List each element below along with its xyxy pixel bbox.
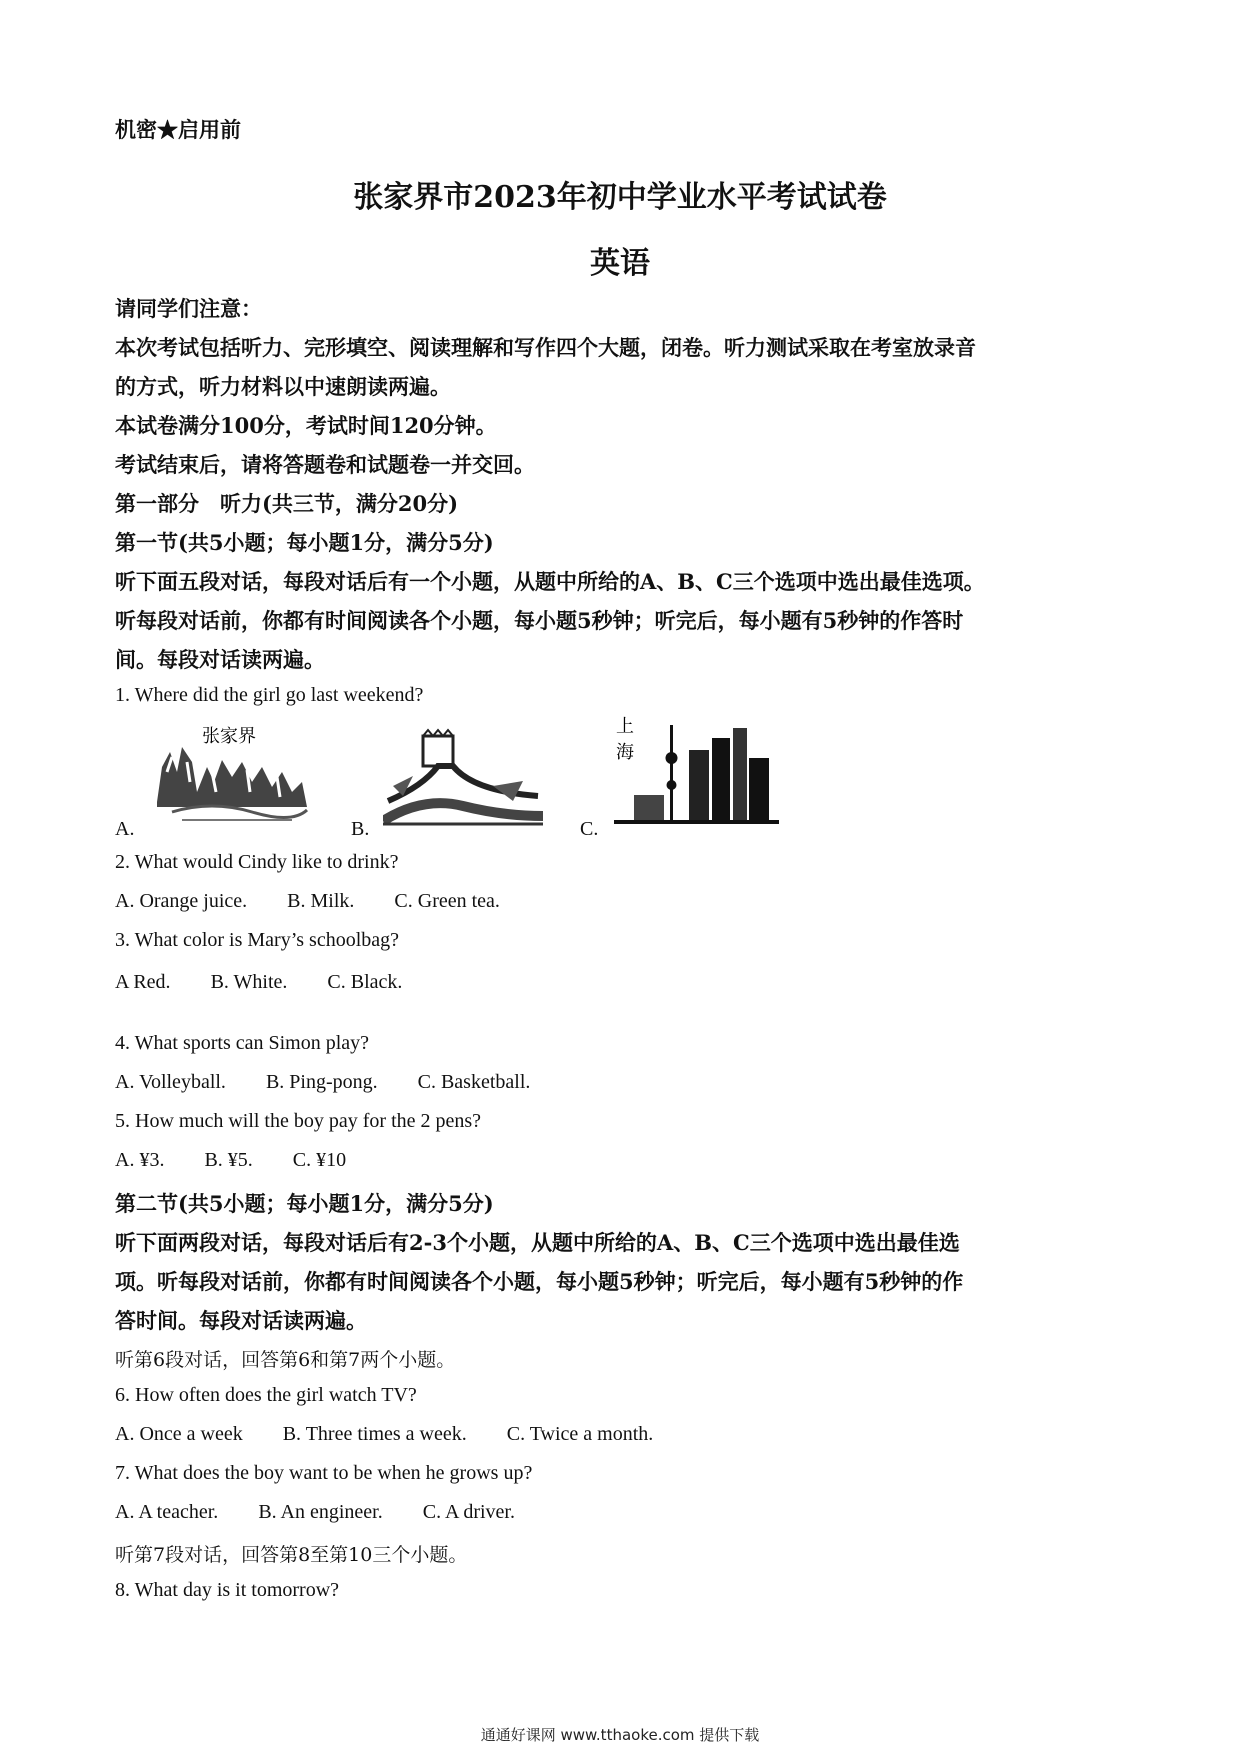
q4-options [115,1071,570,1094]
subject-title: 英语 [590,246,650,281]
section1-instruction: 听每段对话前，你都有时间阅读各个小题，每小题5秒钟；听完后，每小题有5秒钟的作答时 [115,608,964,633]
q6-option-c: C. Twice a month. [506,1423,654,1445]
notice-line: 本次考试包括听力、完形填空、阅读理解和写作四个大题，闭卷。听力测试采取在考室放录音 [115,335,976,360]
section2-instruction: 答时间。每段对话读两遍。 [115,1308,367,1333]
zhangjiajie-picture [152,722,312,827]
notice-line: 的方式，听力材料以中速朗读两遍。 [115,374,451,399]
section1-instruction: 间。每段对话读两遍。 [115,647,325,672]
q5-options [115,1149,386,1172]
notice-line: 本试卷满分100分，考试时间120分钟。 [115,413,497,438]
q1-option-b: B. [351,818,370,840]
q2-option-b: B. Milk. [287,890,355,912]
q7-option-c: C. A driver. [422,1501,515,1523]
notice-heading: 请同学们注意： [115,296,262,321]
section2-heading: 第二节(共5小题；每小题1分，满分5分) [115,1191,494,1216]
download-footer: 通通好课网 www.tthaoke.com 提供下载 [480,1726,760,1744]
q5-option-a: A. ¥3. [115,1149,165,1171]
shanghai-skyline-picture [614,710,779,830]
section1-instruction: 听下面五段对话，每段对话后有一个小题，从题中所给的A、B、C三个选项中选出最佳选项。 [115,569,985,594]
picture-c-label-1: 上 [616,716,634,737]
section2-instruction: 项。听每段对话前，你都有时间阅读各个小题，每小题5秒钟；听完后，每小题有5秒钟的作 [115,1269,964,1294]
picture-a-label: 张家界 [202,726,256,747]
question-7: 7. What does the boy want to be when he grows up? [115,1462,533,1484]
q6-option-a: A. Once a week [115,1423,243,1445]
q4-option-a: A. Volleyball. [115,1071,226,1093]
great-wall-picture [383,726,543,826]
question-8: 8. What day is it tomorrow? [115,1579,340,1601]
q3-options [115,971,442,994]
q7-option-a: A. A teacher. [115,1501,219,1523]
q5-option-c: C. ¥10 [292,1149,347,1171]
section2-instruction: 听下面两段对话，每段对话后有2-3个小题，从题中所给的A、B、C三个选项中选出最佳选 [115,1230,960,1255]
q4-option-c: C. Basketball. [417,1071,531,1093]
question-6: 6. How often does the girl watch TV? [115,1384,417,1406]
q2-option-a: A. Orange juice. [115,890,248,912]
question-4: 4. What sports can Simon play? [115,1032,370,1054]
q5-option-b: B. ¥5. [204,1149,253,1171]
q3-option-c: C. Black. [327,971,403,993]
confidential-label: 机密★启用前 [115,117,241,142]
dialog-6-intro: 听第6段对话，回答第6和第7两个小题。 [115,1349,456,1371]
q1-option-c: C. [580,818,599,840]
dialog-7-intro: 听第7段对话，回答第8至第10三个小题。 [115,1544,468,1566]
q4-option-b: B. Ping-pong. [265,1071,378,1093]
q7-options [115,1501,555,1524]
q2-option-c: C. Green tea. [394,890,500,912]
q2-options [115,890,540,913]
notice-line: 考试结束后，请将答题卷和试题卷一并交回。 [115,452,535,477]
question-5: 5. How much will the boy pay for the 2 pens? [115,1110,482,1132]
part1-heading: 第一部分 听力(共三节，满分20分) [115,491,459,516]
q6-option-b: B. Three times a week. [282,1423,467,1445]
q1-option-a: A. [115,818,135,840]
q3-option-a: A Red. [115,971,171,993]
question-1: 1. Where did the girl go last weekend? [115,684,424,706]
question-3: 3. What color is Mary’s schoolbag? [115,929,400,951]
picture-c-label-2: 海 [616,742,634,763]
q7-option-b: B. An engineer. [258,1501,383,1523]
exam-title: 张家界市2023年初中学业水平考试试卷 [353,180,887,215]
q6-options [115,1423,693,1446]
question-2: 2. What would Cindy like to drink? [115,851,399,873]
q3-option-b: B. White. [210,971,288,993]
section1-heading: 第一节(共5小题；每小题1分，满分5分) [115,530,494,555]
